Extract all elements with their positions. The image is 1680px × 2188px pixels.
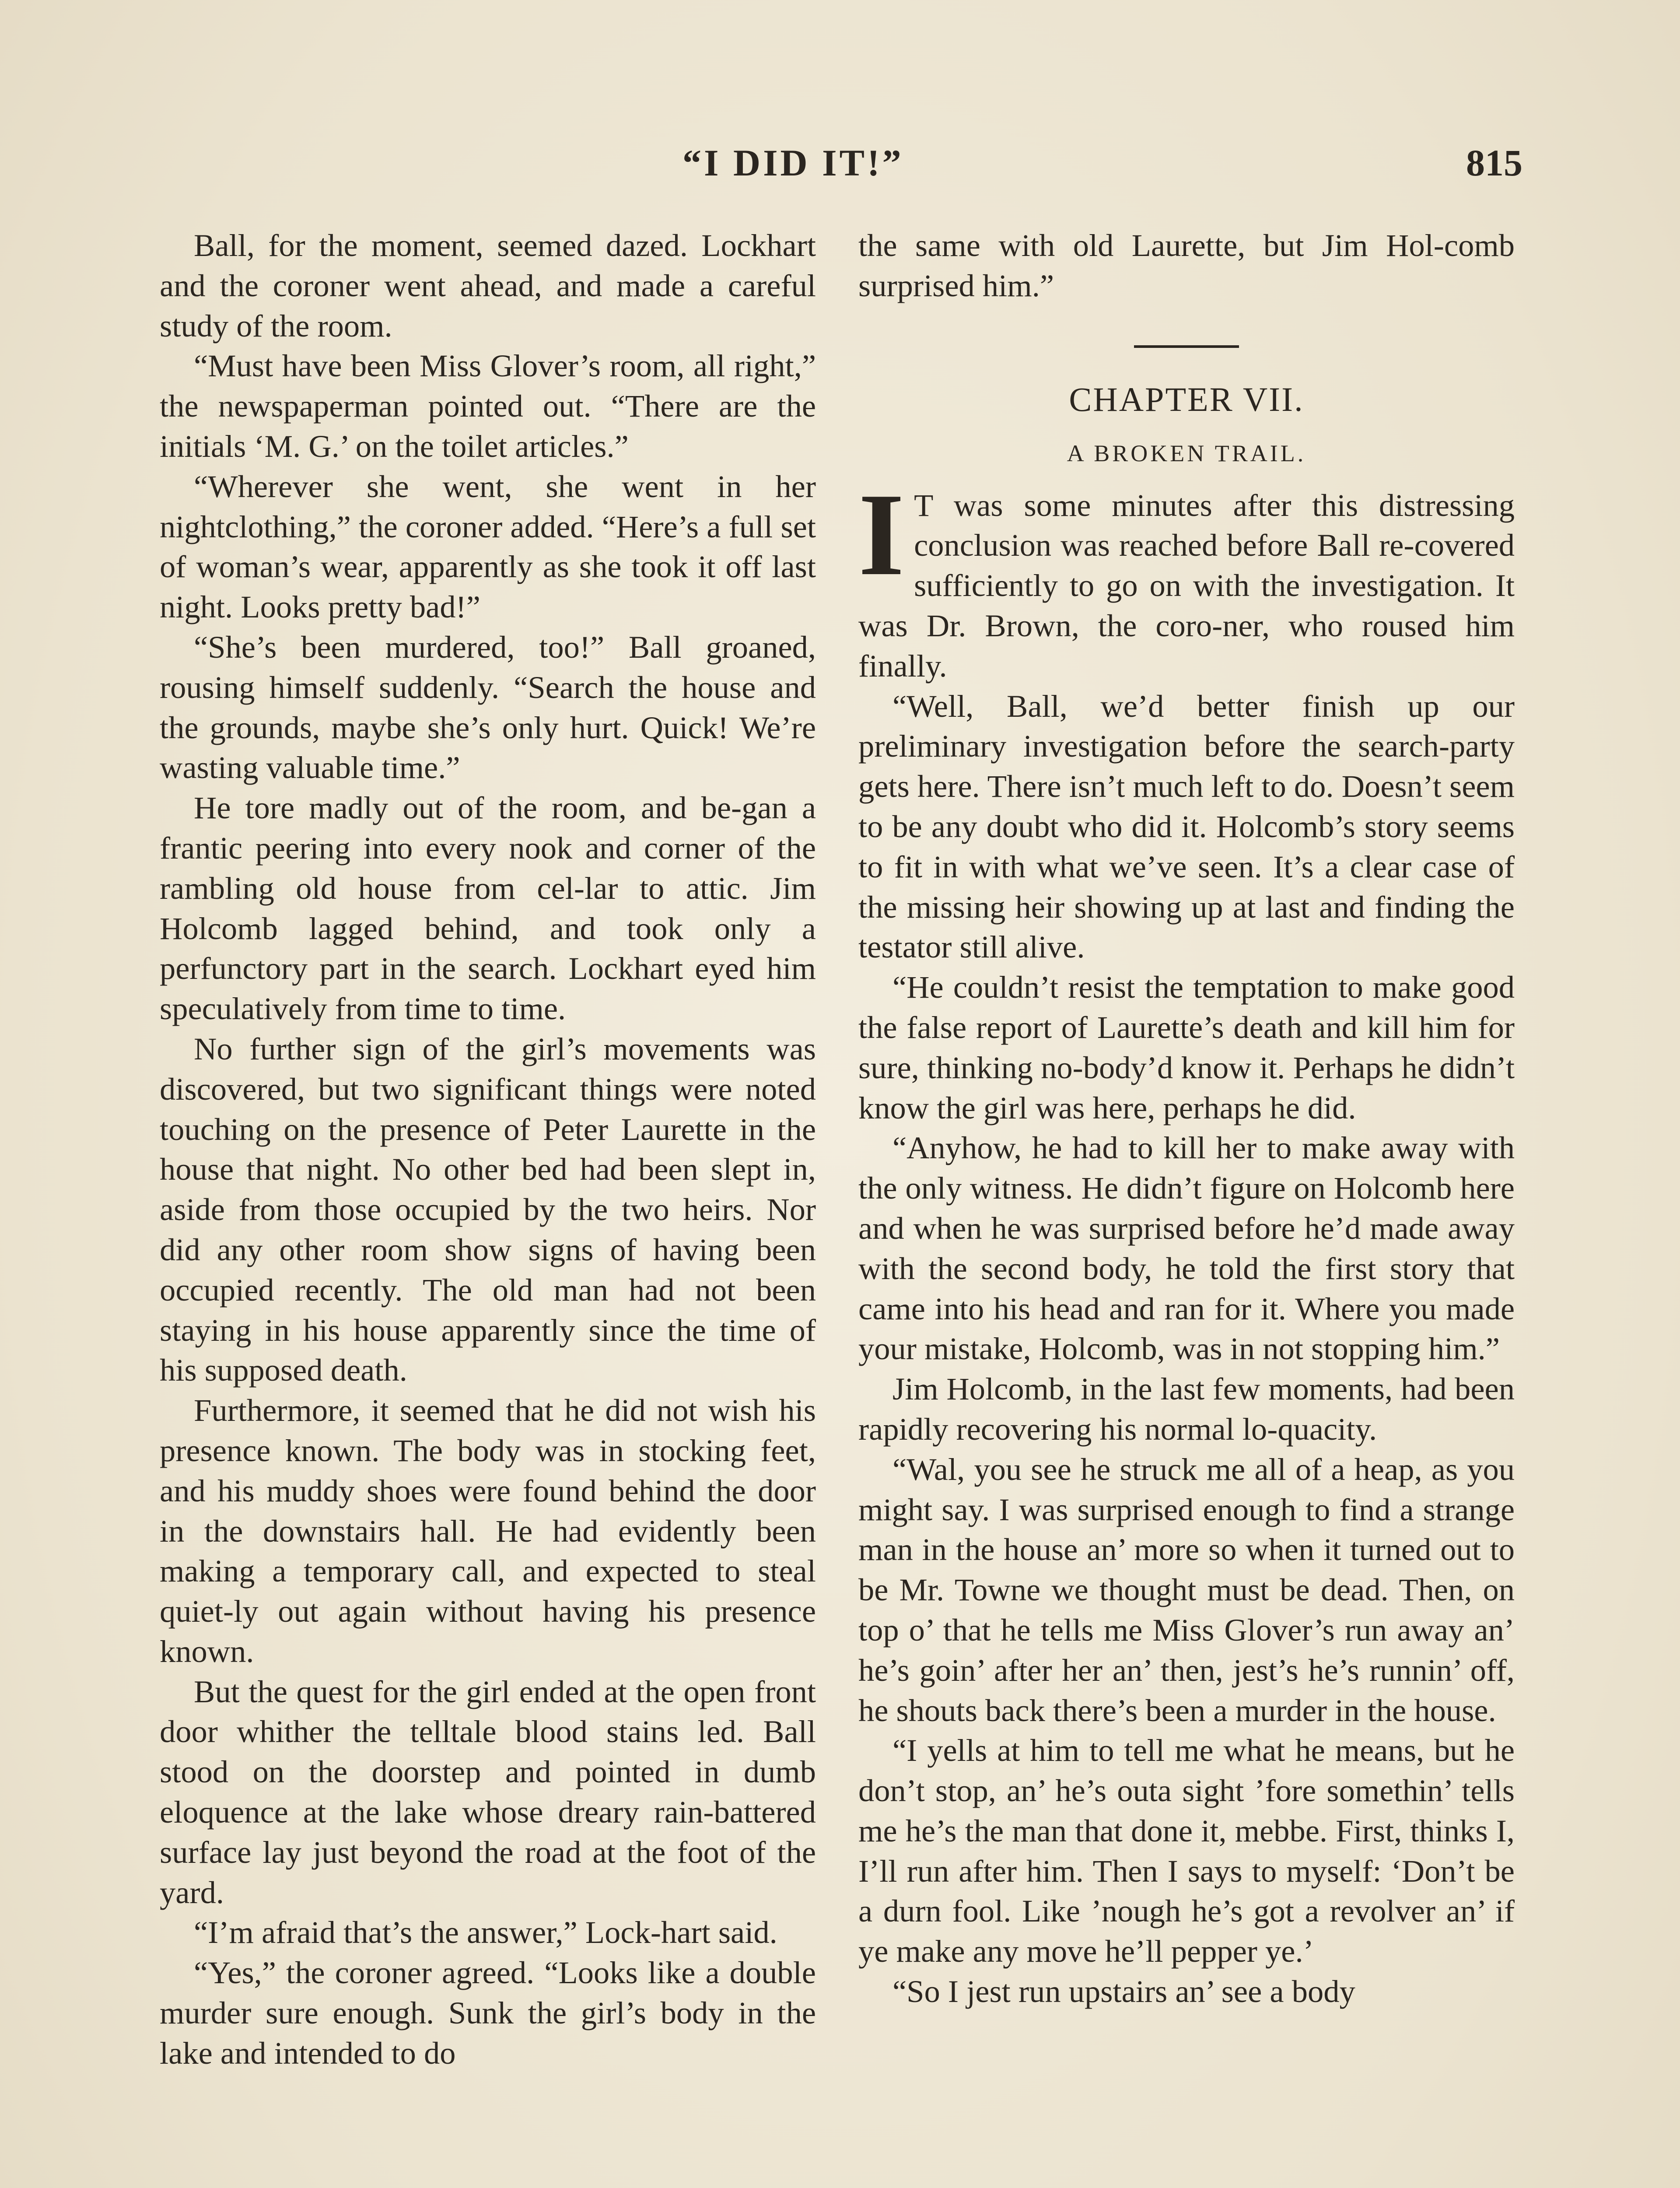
paragraph: “Well, Ball, we’d better finish up our preliminary investigation before the search-party gets here. There isn’t much left to do. Doesn’t seem to be any doubt who did it. Holcomb’s story seems to fit in with what we’ve seen. It’s a clear case of the missing heir showing up at last and finding the testator still alive. xyxy=(858,688,1515,965)
paragraph: Jim Holcomb, in the last few moments, had been rapidly recovering his normal lo-quacity. xyxy=(858,1371,1515,1447)
paragraph: Ball, for the moment, seemed dazed. Lockhart and the coroner went ahead, and made a careful study of the room. xyxy=(160,228,816,344)
paragraph: “Anyhow, he had to kill her to make away with the only witness. He didn’t figure on Holcomb here and when he was surprised before he’d made away with the second body, he told the first story that came into his head and ran for it. Where you made your mistake, Holcomb, was in not stopping him.” xyxy=(858,1130,1515,1367)
running-title: “I DID IT!” xyxy=(682,142,904,184)
paragraph: “So I jest run upstairs an’ see a body xyxy=(892,1974,1355,2009)
drop-cap: I xyxy=(858,469,905,600)
section-rule xyxy=(1134,345,1239,348)
paragraph: “Must have been Miss Glover’s room, all right,” the newspaperman pointed out. “There are the initials ‘M. G.’ on the toilet articles.” xyxy=(160,348,816,464)
chapter-subtitle: A BROKEN TRAIL. xyxy=(1067,440,1306,466)
opening-paragraph xyxy=(858,469,1515,686)
paragraph: He tore madly out of the room, and be-gan a frantic peering into every nook and corner of the rambling old house from cel-lar to attic. Jim Holcomb lagged behind, and took only a perfunctory part in the search. Lockhart eyed him speculatively from time to time. xyxy=(160,790,816,1027)
continued-paragraph: the same with old Laurette, but Jim Hol-comb surprised him.” xyxy=(858,228,1515,303)
left-column xyxy=(160,225,816,2073)
chapter-title: CHAPTER VII. xyxy=(1069,380,1304,418)
paragraph: “Wherever she went, she went in her nightclothing,” the coroner added. “Here’s a full set of woman’s wear, apparently as she took it off last night. Looks pretty bad!” xyxy=(160,468,816,625)
paragraph: “He couldn’t resist the temptation to make good the false report of Laurette’s death and kill him for sure, thinking no-body’d know it. Perhaps he didn’t know the girl was here, perhaps he did. xyxy=(858,969,1515,1126)
paragraph: Furthermore, it seemed that he did not wish his presence known. The body was in stocking feet, and his muddy shoes were found behind the door in the downstairs hall. He had evidently been making a temporary call, and expected to steal quiet-ly out again without having his presence known. xyxy=(160,1392,816,1669)
page-number: 815 xyxy=(1466,142,1522,184)
paragraph: “She’s been murdered, too!” Ball groaned, rousing himself suddenly. “Search the house and the grounds, maybe she’s only hurt. Quick! We’re wasting valuable time.” xyxy=(160,629,816,785)
paragraph: But the quest for the girl ended at the open front door whither the telltale blood stains led. Ball stood on the doorstep and pointed in dumb eloquence at the lake whose dreary rain-battered surface lay just beyond the road at the foot of the yard. xyxy=(160,1673,816,1910)
right-column xyxy=(858,225,1515,2012)
opening-paragraph-text: T was some minutes after this distressing conclusion was reached before Ball re-covered sufficiently to go on with the investigation. It was Dr. Brown, the coro-ner, who roused him finally. xyxy=(858,487,1515,684)
paragraph: “Yes,” the coroner agreed. “Looks like a double murder sure enough. Sunk the girl’s body in the lake and intended to do xyxy=(160,1955,816,2071)
paragraph: “Wal, you see he struck me all of a heap, as you might say. I was surprised enough to find a strange man in the house an’ more so when it turned out to be Mr. Towne we thought must be dead. Then, on top o’ that he tells me Miss Glover’s run away an’ he’s goin’ after her an’ then, jest’s he’s runnin’ off, he shouts back there’s been a murder in the house. xyxy=(858,1451,1515,1728)
paragraph: “I yells at him to tell me what he means, but he don’t stop, an’ he’s outa sight ’fore somethin’ tells me he’s the man that done it, mebbe. First, thinks I, I’ll run after him. Then I says to myself: ‘Don’t be a durn fool. Like ’nough he’s got a revolver an’ if ye make any move he’ll pepper ye.’ xyxy=(858,1732,1515,1969)
paragraph: No further sign of the girl’s movements was discovered, but two significant things were noted touching on the presence of Peter Laurette in the house that night. No other bed had been slept in, aside from those occupied by the two heirs. Nor did any other room show signs of having been occupied recently. The old man had not been staying in his house apparently since the time of his supposed death. xyxy=(160,1031,816,1388)
paragraph: “I’m afraid that’s the answer,” Lock-hart said. xyxy=(194,1914,777,1950)
